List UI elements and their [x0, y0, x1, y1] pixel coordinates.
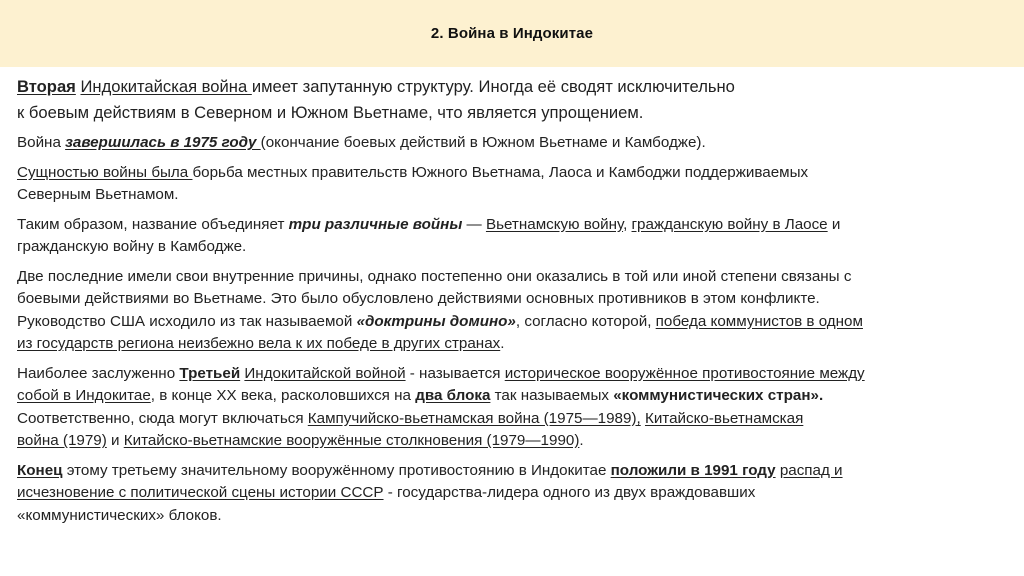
- paragraph-2: [17, 132, 1007, 155]
- text: этому третьему значительному вооружённому противостоянию в Индокитае: [62, 461, 611, 479]
- link-laos-civil-war[interactable]: гражданскую войну в Лаосе: [631, 215, 828, 233]
- slide-body: [17, 74, 1007, 534]
- emphasis-1991: положили в 1991 году: [610, 461, 776, 479]
- paragraph-4: [17, 214, 1007, 259]
- emphasis-domino-doctrine: «доктрины домино»: [356, 312, 516, 330]
- text: Руководство США исходило из так называемой: [17, 312, 357, 330]
- link-sino-vietnamese-war-cont[interactable]: война (1979): [17, 432, 107, 449]
- emphasis-ended-1975: завершилась в 1975 году: [65, 134, 261, 151]
- text: ,: [623, 215, 632, 233]
- text: .: [500, 335, 505, 352]
- text: —: [462, 215, 486, 233]
- text: имеет запутанную структуру. Иногда её сводят исключительно: [251, 77, 735, 96]
- text: «коммунистических» блоков.: [17, 506, 222, 524]
- link-vietnam-war[interactable]: Вьетнамскую войну: [485, 215, 624, 233]
- emphasis-three-wars: три различные войны: [288, 215, 463, 233]
- link-ussr-collapse[interactable]: распад и: [779, 461, 843, 479]
- paragraph-3: [17, 162, 1007, 207]
- underlined-essence: Сущностью войны была: [17, 163, 193, 181]
- text: Наиболее заслуженно: [17, 364, 180, 382]
- text: .: [579, 432, 584, 449]
- link-indochina-war-3[interactable]: Индокитайской войной: [244, 364, 406, 382]
- text: - государства-лидера одного из двух враждовавших: [383, 484, 756, 501]
- text: Война: [17, 134, 66, 151]
- emphasis-communist-countries: «коммунистических стран».: [613, 387, 824, 404]
- link-vtoraya[interactable]: Вторая: [17, 77, 76, 96]
- text: Соответственно, сюда могут включаться: [17, 409, 308, 427]
- link-indochina-war[interactable]: Индокитайская война: [80, 77, 252, 96]
- slide-header: [0, 0, 1024, 67]
- link-historical-confrontation-cont[interactable]: собой в Индокитае: [17, 387, 151, 404]
- paragraph-7: [17, 460, 1007, 528]
- text: гражданскую войну в Камбодже.: [17, 238, 247, 255]
- link-historical-confrontation[interactable]: историческое вооружённое противостояние между: [504, 364, 865, 382]
- link-ussr-collapse-cont[interactable]: исчезновение с политической сцены истории СССР: [17, 484, 384, 501]
- text: Две последние имели свои внутренние причины, однако постепенно они оказались в той или иной степени связаны с: [17, 267, 852, 285]
- emphasis-end: Конец: [17, 461, 63, 479]
- text: , в конце XX века, расколовшихся на: [150, 387, 416, 404]
- paragraph-6: [17, 363, 1007, 453]
- paragraph-1: [17, 74, 1007, 126]
- text: и: [106, 432, 124, 449]
- slide-title: 2. Война в Индокитае: [430, 25, 594, 42]
- link-cambodian-vietnamese-war[interactable]: Кампучийско-вьетнамская война (1975—1989),: [307, 409, 641, 427]
- text: Северным Вьетнамом.: [17, 186, 179, 203]
- link-third[interactable]: Третьей: [179, 364, 241, 382]
- link-communist-victory-cont[interactable]: из государств региона неизбежно вела к их победе в других странах: [17, 335, 501, 352]
- text: , согласно которой,: [515, 312, 656, 330]
- text: к боевым действиям в Северном и Южном Вьетнаме, что является упрощением.: [17, 103, 644, 122]
- text: (окончание боевых действий в Южном Вьетнаме и Камбодже).: [260, 134, 706, 151]
- paragraph-5: [17, 266, 1007, 356]
- text: так называемых: [490, 387, 614, 404]
- text: и: [827, 215, 841, 233]
- text: борьба местных правительств Южного Вьетнама, Лаоса и Камбоджи поддерживаемых: [192, 163, 809, 181]
- emphasis-two-blocs: два блока: [415, 387, 491, 404]
- text: боевыми действиями во Вьетнаме. Это было обусловлено действиями основных противников в этом конфликте.: [17, 290, 820, 307]
- link-sino-vietnamese-conflicts[interactable]: Китайско-вьетнамские вооружённые столкновения (1979—1990): [123, 432, 580, 449]
- text: Таким образом, название объединяет: [17, 215, 289, 233]
- link-communist-victory[interactable]: победа коммунистов в одном: [655, 312, 863, 330]
- text: - называется: [405, 364, 505, 382]
- link-sino-vietnamese-war[interactable]: Китайско-вьетнамская: [644, 409, 804, 427]
